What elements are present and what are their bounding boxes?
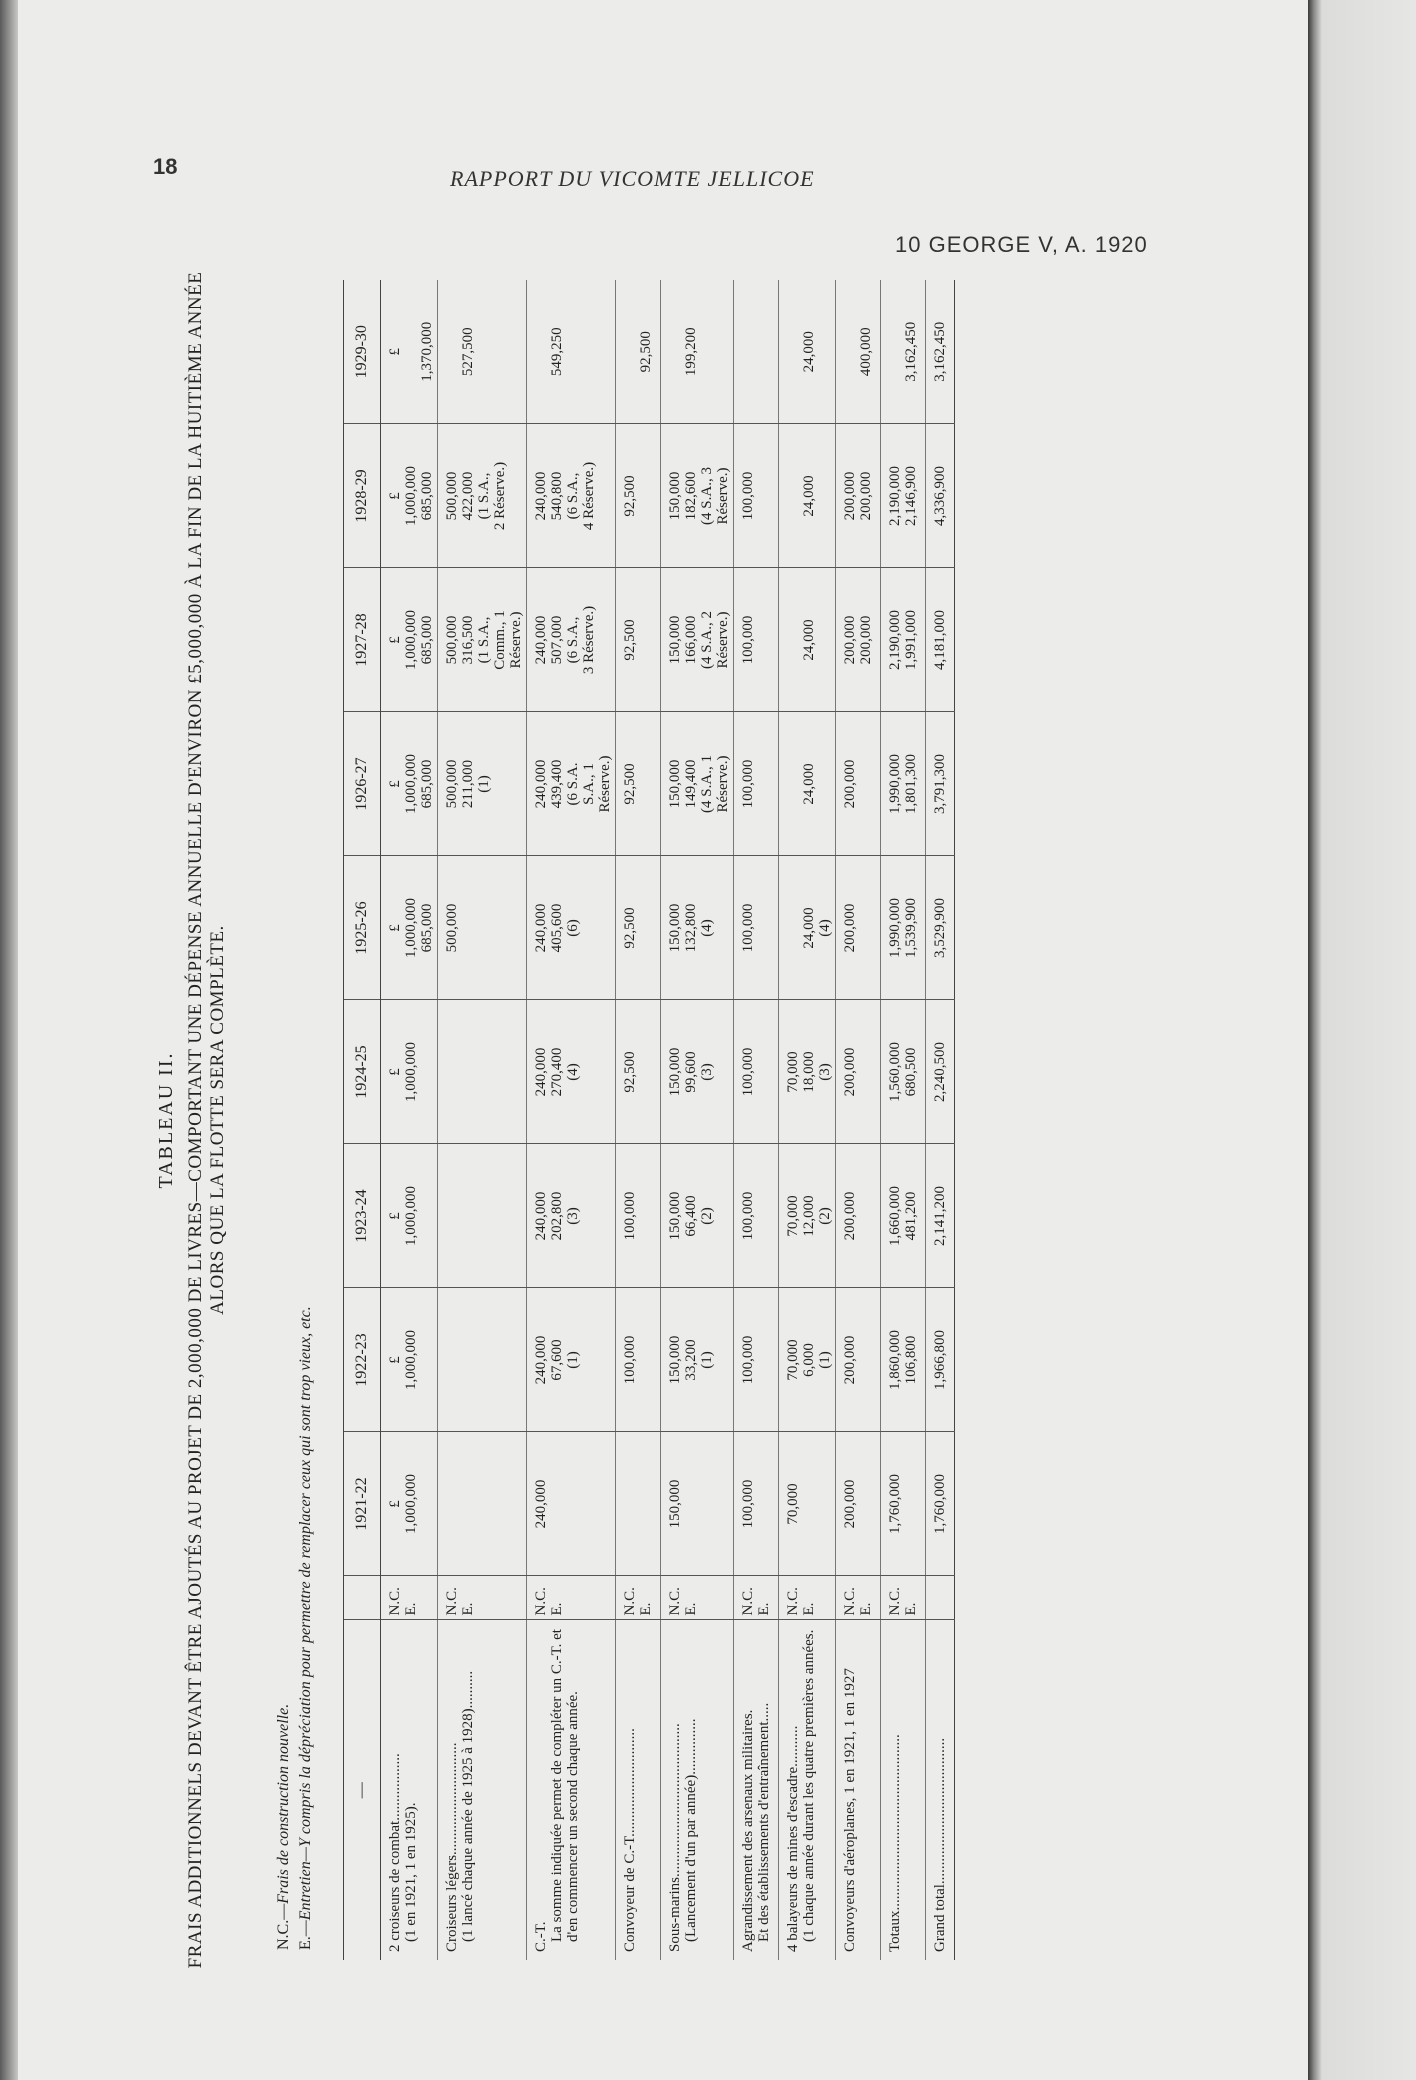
note-e: E.—Entretien—Y compris la dépréciation pour permettre de remplacer ceux qui sont trop vieux, etc. xyxy=(297,1306,314,1950)
row-codes: N.C. E. xyxy=(881,1576,926,1620)
table-cell: 100,000 xyxy=(734,1144,779,1288)
table-cell: 100,000 xyxy=(734,1288,779,1432)
row-label-sub: (1 en 1921, 1 en 1925). xyxy=(403,1802,419,1942)
table-cell: 70,000 xyxy=(779,1432,836,1576)
table-cell: 200,000 xyxy=(836,1144,881,1288)
table-cell: 150,000 132,800 (4) xyxy=(661,856,734,1000)
row-label xyxy=(661,1620,734,1960)
table-cell xyxy=(438,1000,527,1144)
table-cell: 100,000 xyxy=(734,1432,779,1576)
table-cell: £ 1,000,000 685,000 xyxy=(381,712,438,856)
column-header: 1928-29 xyxy=(344,424,381,568)
column-header: 1922-23 xyxy=(344,1288,381,1432)
table-cell: 200,000 xyxy=(836,856,881,1000)
row-codes: N.C. E. xyxy=(381,1576,438,1620)
table-cell: 500,000 211,000 (1) xyxy=(438,712,527,856)
table-cell xyxy=(438,1144,527,1288)
table-cell: 240,000 507,000 (6 S.A., 3 Réserve.) xyxy=(527,568,616,712)
table-cell: 240,000 270,400 (4) xyxy=(527,1000,616,1144)
table-row xyxy=(926,280,955,1960)
row-label-main: Agrandissement des arsenaux militaires. xyxy=(740,1709,756,1952)
running-head: RAPPORT DU VICOMTE JELLICOE xyxy=(450,166,815,191)
row-label-main: 4 balayeurs de mines d'escadre........... xyxy=(785,1725,801,1952)
table-cell: 92,500 xyxy=(616,568,661,712)
table-cell: 24,000 (4) xyxy=(779,856,836,1000)
table-cell: 240,000 439,400 (6 S.A. S.A., 1 Réserve.) xyxy=(527,712,616,856)
row-label-main: C.-T. xyxy=(533,1921,549,1952)
table-cell: £ 1,000,000 xyxy=(381,1000,438,1144)
facing-page-edge xyxy=(1308,0,1416,2080)
table-cell: 24,000 xyxy=(779,568,836,712)
reign-header: 10 GEORGE V, A. 1920 xyxy=(895,232,1148,257)
table-cell: 500,000 xyxy=(438,856,527,1000)
main-title: FRAIS ADDITIONNELS DEVANT ÊTRE AJOUTÉS AU PROJET DE 2,000,000 DE LIVRES—COMPORTANT UNE DÉPENSE ANNUELLE D'ENVIRON £5,000,000 À LA FIN DE LA HUITIÈME ANNÉE ALORS QUE LA FLOTTE SERA COMPLÈTE. xyxy=(185,271,228,1969)
table-row xyxy=(527,280,616,1960)
row-label xyxy=(779,1620,836,1960)
table-cell: 150,000 182,600 (4 S.A., 3 Réserve.) xyxy=(661,424,734,568)
table-cell: 100,000 xyxy=(734,712,779,856)
table-cell: 70,000 12,000 (2) xyxy=(779,1144,836,1288)
row-label xyxy=(836,1620,881,1960)
table-cell: 1,760,000 xyxy=(926,1432,955,1576)
table-cell: 240,000 67,600 (1) xyxy=(527,1288,616,1432)
table-cell: £ 1,370,000 xyxy=(381,280,438,424)
table-cell: £ 1,000,000 xyxy=(381,1144,438,1288)
table-cell: 2,141,200 xyxy=(926,1144,955,1288)
table-cell: 1,860,000 106,800 xyxy=(881,1288,926,1432)
table-cell: 92,500 xyxy=(616,424,661,568)
table-cell xyxy=(616,1432,661,1576)
table-row xyxy=(381,280,438,1960)
table-cell: 3,162,450 xyxy=(926,280,955,424)
table-cell: 527,500 xyxy=(438,280,527,424)
row-codes: N.C. E. xyxy=(527,1576,616,1620)
row-label-sub: La somme indiquée permet de compléter un C.-T. et d'en commencer un second chaque année. xyxy=(549,1629,581,1942)
table-cell: 240,000 202,800 (3) xyxy=(527,1144,616,1288)
row-codes: N.C. E. xyxy=(616,1576,661,1620)
row-codes: N.C. E. xyxy=(734,1576,779,1620)
row-label xyxy=(881,1620,926,1960)
column-header: 1927-28 xyxy=(344,568,381,712)
table-cell: 150,000 66,400 (2) xyxy=(661,1144,734,1288)
column-header: 1926-27 xyxy=(344,712,381,856)
table-cell: 92,500 xyxy=(616,1000,661,1144)
column-header: — xyxy=(344,1620,381,1960)
row-label xyxy=(527,1620,616,1960)
table-cell: 4,336,900 xyxy=(926,424,955,568)
row-label-main: Sous-marins......................................... xyxy=(667,1723,683,1952)
table-cell: 100,000 xyxy=(734,856,779,1000)
table-cell: 2,190,000 1,991,000 xyxy=(881,568,926,712)
row-label-sub: (1 chaque année durant les quatre premières années. xyxy=(801,1629,817,1942)
column-header: 1921-22 xyxy=(344,1432,381,1576)
table-cell: 150,000 166,000 (4 S.A., 2 Réserve.) xyxy=(661,568,734,712)
table-cell: £ 1,000,000 685,000 xyxy=(381,424,438,568)
table-cell: 200,000 xyxy=(836,1000,881,1144)
table-row xyxy=(779,280,836,1960)
note-nc: N.C.—Frais de construction nouvelle. xyxy=(275,1703,292,1950)
row-codes: N.C. E. xyxy=(661,1576,734,1620)
table-row xyxy=(836,280,881,1960)
row-codes: N.C. E. xyxy=(438,1576,527,1620)
table-cell: 240,000 540,800 (6 S.A., 4 Réserve.) xyxy=(527,424,616,568)
table-cell: 3,529,900 xyxy=(926,856,955,1000)
table-cell: 100,000 xyxy=(734,568,779,712)
row-label-main: Croiseurs légers.............................. xyxy=(444,1742,460,1952)
table-row xyxy=(734,280,779,1960)
row-label xyxy=(734,1620,779,1960)
row-codes: N.C. E. xyxy=(836,1576,881,1620)
table-cell: 200,000 200,000 xyxy=(836,568,881,712)
table-cell: 549,250 xyxy=(527,280,616,424)
table-cell: 240,000 405,600 (6) xyxy=(527,856,616,1000)
table-row xyxy=(616,280,661,1960)
table-cell: 100,000 xyxy=(616,1288,661,1432)
table-cell: £ 1,000,000 xyxy=(381,1432,438,1576)
table-cell: 1,990,000 1,801,300 xyxy=(881,712,926,856)
page-number: 18 xyxy=(153,154,178,179)
table-cell: 24,000 xyxy=(779,712,836,856)
table-cell: 100,000 xyxy=(734,424,779,568)
row-label-sub: (Lancement d'un par année)............... xyxy=(683,1718,699,1942)
table-cell: 92,500 xyxy=(616,712,661,856)
table-cell: 1,966,800 xyxy=(926,1288,955,1432)
row-label xyxy=(438,1620,527,1960)
table-cell: 500,000 422,000 (1 S.A., 2 Réserve.) xyxy=(438,424,527,568)
table-cell: 1,760,000 xyxy=(881,1432,926,1576)
table-cell: 70,000 6,000 (1) xyxy=(779,1288,836,1432)
table-cell: £ 1,000,000 685,000 xyxy=(381,568,438,712)
table-cell xyxy=(438,1432,527,1576)
row-codes xyxy=(926,1576,955,1620)
table-cell: 24,000 xyxy=(779,280,836,424)
row-label-main: Convoyeur de C.-T............................. xyxy=(622,1728,638,1952)
row-codes: N.C. E. xyxy=(779,1576,836,1620)
table-cell: 1,560,000 680,500 xyxy=(881,1000,926,1144)
table-cell xyxy=(734,280,779,424)
table-cell: 100,000 xyxy=(616,1144,661,1288)
table-row xyxy=(661,280,734,1960)
expense-table xyxy=(343,280,955,1960)
table-cell: 150,000 33,200 (1) xyxy=(661,1288,734,1432)
table-cell: 24,000 xyxy=(779,424,836,568)
column-header: 1923-24 xyxy=(344,1144,381,1288)
table-row xyxy=(438,280,527,1960)
table-header-row xyxy=(344,280,381,1960)
row-label xyxy=(616,1620,661,1960)
table-cell: 3,791,300 xyxy=(926,712,955,856)
row-label xyxy=(926,1620,955,1960)
table-cell: 92,500 xyxy=(616,280,661,424)
table-cell: 200,000 200,000 xyxy=(836,424,881,568)
row-label xyxy=(381,1620,438,1960)
table-cell: £ 1,000,000 685,000 xyxy=(381,856,438,1000)
column-header: 1925-26 xyxy=(344,856,381,1000)
table-cell: 200,000 xyxy=(836,1432,881,1576)
table-cell: 2,240,500 xyxy=(926,1000,955,1144)
table-cell: 199,200 xyxy=(661,280,734,424)
column-header: 1924-25 xyxy=(344,1000,381,1144)
column-header xyxy=(344,1576,381,1620)
table-cell: 2,190,000 2,146,900 xyxy=(881,424,926,568)
table-cell xyxy=(438,1288,527,1432)
table-title: TABLEAU II. xyxy=(155,1051,177,1189)
table-row xyxy=(881,280,926,1960)
table-cell: 70,000 18,000 (3) xyxy=(779,1000,836,1144)
table-cell: 4,181,000 xyxy=(926,568,955,712)
table-cell: £ 1,000,000 xyxy=(381,1288,438,1432)
table-cell: 500,000 316,500 (1 S.A., Comm., 1 Réserve.) xyxy=(438,568,527,712)
table-cell: 1,990,000 1,539,900 xyxy=(881,856,926,1000)
table-cell: 200,000 xyxy=(836,712,881,856)
table-cell: 92,500 xyxy=(616,856,661,1000)
rotated-table-block xyxy=(155,260,1165,1980)
table-cell: 150,000 xyxy=(661,1432,734,1576)
row-label-main: Convoyeurs d'aéroplanes, 1 en 1921, 1 en 1927 xyxy=(842,1668,858,1952)
table-cell: 100,000 xyxy=(734,1000,779,1144)
table-cell: 150,000 99,600 (3) xyxy=(661,1000,734,1144)
row-label-sub: Et des établissements d'entraînement..... xyxy=(756,1702,772,1942)
table-cell: 150,000 149,400 (4 S.A., 1 Réserve.) xyxy=(661,712,734,856)
row-label-sub: (1 lancé chaque année de 1925 à 1928).......... xyxy=(460,1670,476,1942)
row-label-main: Totaux............................................... xyxy=(887,1734,903,1952)
row-label-main: Grand total....................................... xyxy=(932,1737,948,1952)
table-cell: 200,000 xyxy=(836,1288,881,1432)
table-cell: 240,000 xyxy=(527,1432,616,1576)
table-cell: 1,660,000 481,200 xyxy=(881,1144,926,1288)
table-cell: 400,000 xyxy=(836,280,881,424)
row-label-main: 2 croiseurs de combat.................. xyxy=(387,1753,403,1952)
column-header: 1929-30 xyxy=(344,280,381,424)
table-cell: 3,162,450 xyxy=(881,280,926,424)
table-notes xyxy=(273,1306,317,1950)
